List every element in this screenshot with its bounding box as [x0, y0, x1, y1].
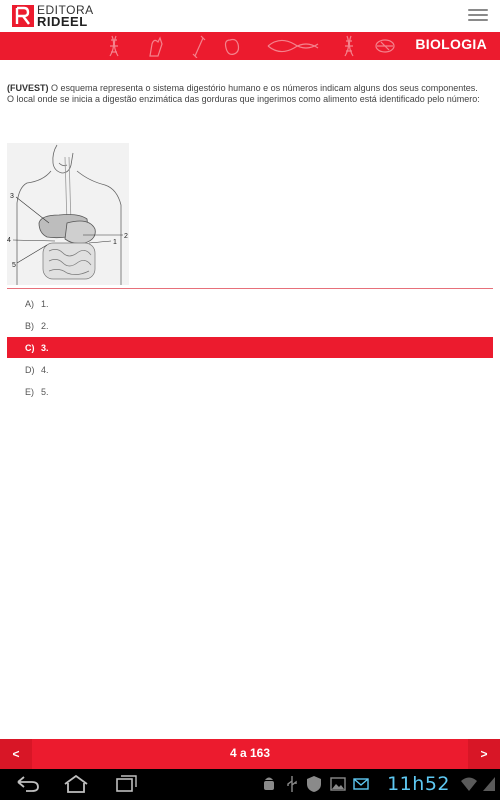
hamburger-menu-icon[interactable] [468, 9, 488, 23]
diagram-label-3: 3 [10, 193, 14, 200]
option-letter: C) [25, 342, 35, 353]
mail-icon [353, 775, 369, 793]
rideel-logo-icon [11, 4, 35, 28]
answer-options [7, 293, 493, 403]
question-navigation-bar [0, 739, 500, 769]
logo-text-editora: EDITORA [37, 3, 94, 17]
option-text: 2. [41, 320, 49, 331]
usb-icon [286, 775, 298, 793]
option-text: 5. [41, 386, 49, 397]
diagram-label-1: 1 [113, 239, 117, 246]
app-header [0, 0, 500, 32]
option-c-selected[interactable] [7, 337, 493, 358]
logo-text-rideel: RIDEEL [37, 14, 88, 29]
question-text [7, 83, 493, 105]
digestive-system-diagram [7, 143, 129, 285]
question-statement: O esquema representa o sistema digestório humano e os números indicam alguns dos seus componentes. [48, 83, 478, 93]
subject-title: BIOLOGIA [415, 36, 487, 52]
question-source: (FUVEST) [7, 83, 49, 93]
android-system-bar [0, 769, 500, 800]
home-icon[interactable] [62, 775, 90, 793]
option-d[interactable] [7, 359, 493, 380]
back-icon[interactable] [14, 775, 40, 793]
diagram-label-2: 2 [124, 233, 128, 240]
biology-decoration-icons [100, 34, 410, 58]
subject-banner [0, 32, 500, 60]
diagram-label-5: 5 [12, 262, 16, 269]
option-e[interactable] [7, 381, 493, 402]
option-text: 4. [41, 364, 49, 375]
image-notification-icon [330, 775, 346, 793]
next-question-button[interactable]: > [468, 739, 500, 769]
option-text: 1. [41, 298, 49, 309]
option-b[interactable] [7, 315, 493, 336]
signal-icon [482, 775, 496, 793]
option-text: 3. [41, 342, 49, 353]
android-debug-icon [262, 775, 276, 793]
system-clock: 11h52 [387, 773, 450, 795]
recent-apps-icon[interactable] [114, 775, 138, 793]
question-prompt: O local onde se inicia a digestão enzimática das gorduras que ingerimos como alimento está identificado pelo número: [7, 94, 480, 104]
question-divider [7, 288, 493, 289]
option-letter: A) [25, 298, 34, 309]
question-counter: 4 a 163 [229, 746, 271, 760]
option-letter: D) [25, 364, 35, 375]
editora-rideel-logo [11, 2, 94, 30]
wifi-icon [460, 775, 478, 793]
option-letter: B) [25, 320, 34, 331]
option-letter: E) [25, 386, 34, 397]
option-a[interactable] [7, 293, 493, 314]
previous-question-button[interactable]: < [0, 739, 32, 769]
shield-icon [306, 775, 322, 793]
diagram-label-4: 4 [7, 237, 11, 244]
